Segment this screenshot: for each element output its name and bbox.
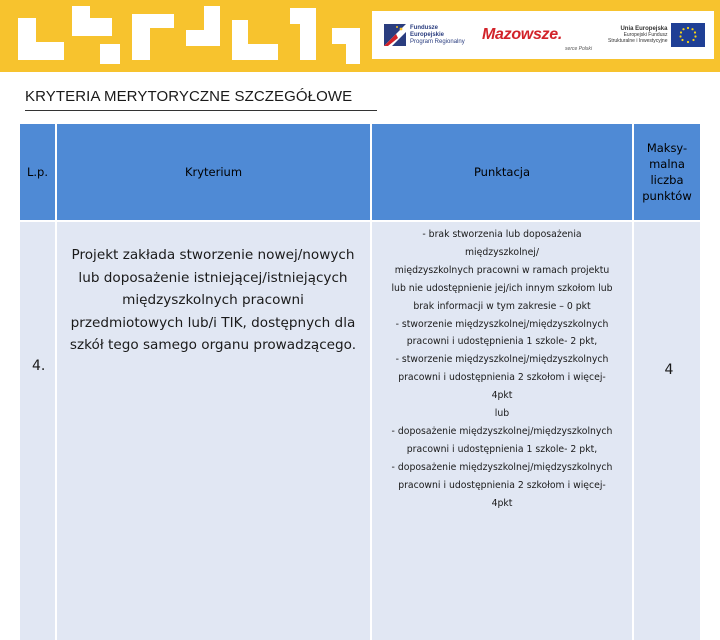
points-line: 4pkt xyxy=(491,497,513,509)
top-banner xyxy=(0,0,720,72)
points-line: międzyszkolnej/ xyxy=(464,246,540,258)
points-line: międzyszkolnych pracowni w ramach projektu xyxy=(394,264,610,276)
max-points-value: 4 xyxy=(664,362,674,378)
criterion-line: międzyszkolnych pracowni xyxy=(122,292,304,308)
mazowsze-logo xyxy=(482,26,600,52)
header-lp: L.p. xyxy=(26,165,49,179)
header-max-line: malna xyxy=(649,157,685,171)
criterion-line: Projekt zakłada stworzenie nowej/nowych xyxy=(71,247,355,263)
points-line: pracowni i udostępnienia 2 szkołom i więcej- xyxy=(398,479,606,491)
header-max-line: liczba xyxy=(650,173,684,187)
points-line: - doposażenie międzyszkolnej/międzyszkolnych xyxy=(391,461,613,473)
points-line: - stworzenie międzyszkolnej/międzyszkolnych xyxy=(395,318,609,330)
header-points: Punktacja xyxy=(473,165,531,179)
row-divider xyxy=(20,220,700,222)
points-line: lub xyxy=(494,408,510,420)
header-max-line: Maksy- xyxy=(646,141,688,155)
points-line: brak informacji w tym zakresie – 0 pkt xyxy=(413,300,591,312)
header-max-points xyxy=(634,124,700,220)
fe-line3: Program Regionalny xyxy=(410,38,465,45)
points-line: - doposażenie międzyszkolnej/międzyszkolnych xyxy=(391,425,613,437)
points-line: pracowni i udostępnienia 1 szkole- 2 pkt, xyxy=(406,336,598,348)
mazowsze-wordmark: Mazowsze. xyxy=(482,26,562,43)
points-line: 4pkt xyxy=(491,390,513,402)
fe-line1: Fundusze xyxy=(410,24,438,31)
eu-logo xyxy=(608,23,705,47)
row-number: 4. xyxy=(32,358,46,374)
points-text xyxy=(372,226,632,513)
points-line: - stworzenie międzyszkolnej/międzyszkolnych xyxy=(395,354,609,366)
fundusze-europejskie-logo xyxy=(384,24,476,46)
logo-strip xyxy=(372,11,714,59)
decorative-pattern xyxy=(0,0,372,72)
criterion-line: szkół tego samego organu prowadzącego. xyxy=(69,337,357,353)
fe-flag-icon xyxy=(384,24,406,46)
eu-flag-icon xyxy=(671,23,705,47)
points-line: lub nie udostępnienie jej/ich innym szkołom lub xyxy=(391,282,613,294)
header-criterion: Kryterium xyxy=(184,165,243,179)
page-title: KRYTERIA MERYTORYCZNE SZCZEGÓŁOWE xyxy=(25,88,353,105)
header-max-line: punktów xyxy=(642,189,692,203)
criterion-line: przedmiotowych lub/i TIK, dostępnych dla xyxy=(70,314,356,331)
fe-line2: Europejskie xyxy=(410,31,445,38)
points-line: pracowni i udostępnienia 2 szkołom i więcej- xyxy=(398,372,606,384)
title-underline xyxy=(25,110,377,111)
mazowsze-tagline: serce Polski xyxy=(565,46,592,52)
criterion-text xyxy=(58,244,368,357)
criterion-line: lub doposażenie istniejącej/istniejących xyxy=(78,269,348,286)
points-line: pracowni i udostępnienia 1 szkole- 2 pkt, xyxy=(406,443,598,455)
ue-line3: Strukturalne i Inwestycyjne xyxy=(608,38,668,44)
ue-line1: Unia Europejska xyxy=(620,26,668,32)
points-line: - brak stworzenia lub doposażenia xyxy=(422,229,582,240)
ue-line2: Europejski Fundusz xyxy=(623,32,668,38)
